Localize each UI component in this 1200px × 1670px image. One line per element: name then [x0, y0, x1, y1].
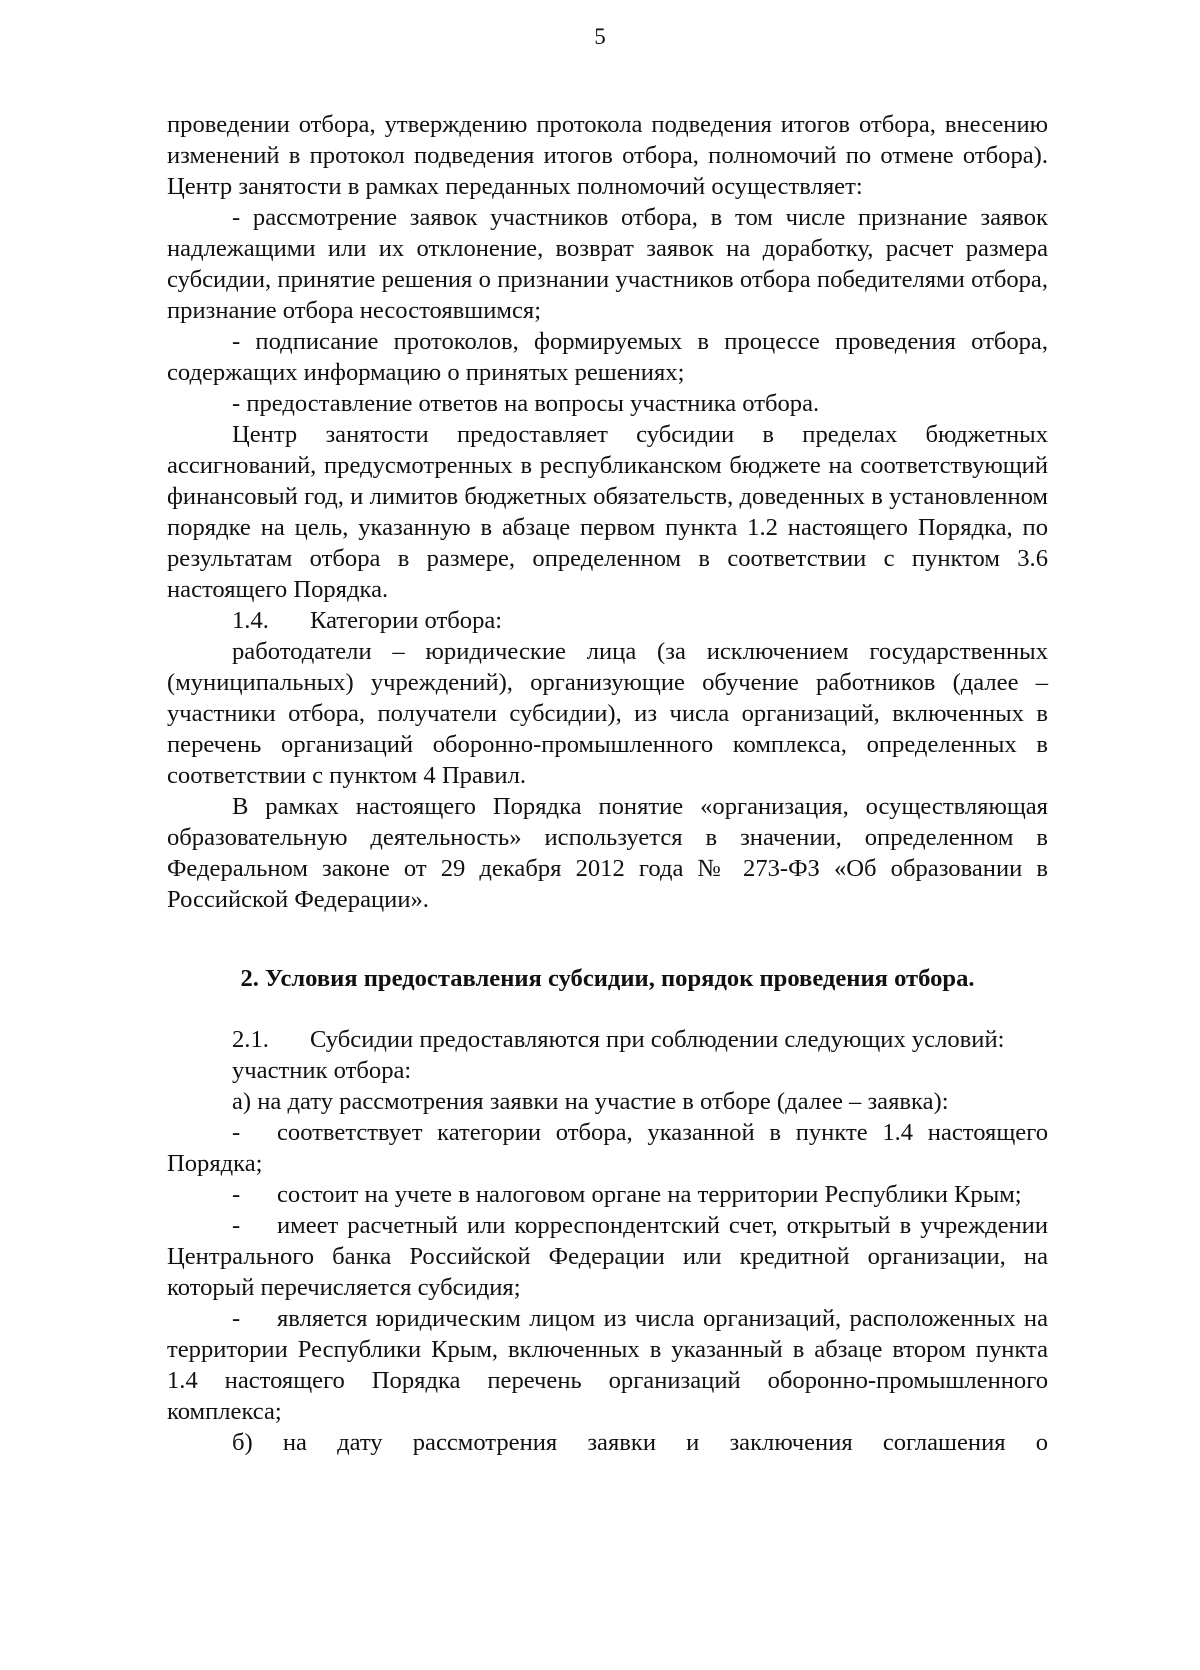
paragraph: работодатели – юридические лица (за исключением государственных (муниципальных) учреждений), организующие обучение работников (далее – участники отбора, получатели субсидии), из числа организаций, включенных в перечень организаций оборонно-промышленного комплекса, определенных в соответствии с пунктом 4 Правил. — [167, 638, 1048, 789]
dash-marker: - — [232, 1212, 241, 1239]
dash-marker: - — [232, 1119, 241, 1146]
item-b: б) на дату рассмотрения заявки и заключения соглашения о — [232, 1429, 1048, 1456]
paragraph: - рассмотрение заявок участников отбора, в том числе признание заявок надлежащими или их отклонение, возврат заявок на доработку, расчет размера субсидии, принятие решения о признании участников отбора победителями отбора, признание отбора несостоявшимся; — [167, 204, 1048, 324]
clause-number: 1.4. — [232, 607, 269, 634]
clause-number: 2.1. — [232, 1026, 269, 1053]
clause-text: Субсидии предоставляются при соблюдении следующих условий: — [310, 1026, 1005, 1053]
dash-marker: - — [232, 1181, 241, 1208]
clause-1-4 — [167, 605, 1048, 636]
dash-item-text: является юридическим лицом из числа организаций, расположенных на территории Республики Крым, включенных в указанный в абзаце втором пункта 1.4 настоящего Порядка перечень организаций оборонно-промышленного комплекса; — [167, 1305, 1048, 1425]
document-body — [167, 109, 1048, 1458]
dash-marker: - — [232, 1305, 241, 1332]
section-heading: 2. Условия предоставления субсидии, порядок проведения отбора. — [240, 965, 975, 992]
clause-2-1 — [167, 1024, 1048, 1055]
dash-item-text: имеет расчетный или корреспондентский счет, открытый в учреждении Центрального банка Российской Федерации или кредитной организации, на который перечисляется субсидия; — [167, 1212, 1048, 1301]
paragraph: - предоставление ответов на вопросы участника отбора. — [232, 390, 820, 417]
paragraph: участник отбора: — [232, 1057, 412, 1084]
paragraph: Центр занятости предоставляет субсидии в пределах бюджетных ассигнований, предусмотренных в республиканском бюджете на соответствующий финансовый год, и лимитов бюджетных обязательств, доведенных в установленном порядке на цель, указанную в абзаце первом пункта 1.2 настоящего Порядка, по результатам отбора в размере, определенном в соответствии с пунктом 3.6 настоящего Порядка. — [167, 421, 1048, 603]
paragraph: - подписание протоколов, формируемых в процессе проведения отбора, содержащих информацию о принятых решениях; — [167, 328, 1048, 386]
dash-item-text: состоит на учете в налоговом органе на территории Республики Крым; — [277, 1181, 1022, 1208]
item-a: а) на дату рассмотрения заявки на участие в отборе (далее – заявка): — [232, 1088, 949, 1115]
clause-title: Категории отбора: — [310, 607, 503, 634]
paragraph: В рамках настоящего Порядка понятие «организация, осуществляющая образовательную деятельность» используется в значении, определенном в Федеральном законе от 29 декабря 2012 года № 273-ФЗ «Об образовании в Российской Федерации». — [167, 793, 1048, 913]
dash-item — [167, 1210, 1048, 1303]
paragraph: проведении отбора, утверждению протокола подведения итогов отбора, внесению изменений в протокол подведения итогов отбора, полномочий по отмене отбора). Центр занятости в рамках переданных полномочий осуществляет: — [167, 111, 1048, 200]
dash-item — [167, 1303, 1048, 1427]
dash-item-text: соответствует категории отбора, указанной в пункте 1.4 настоящего Порядка; — [167, 1119, 1048, 1177]
dash-item — [167, 1117, 1048, 1179]
page-number: 5 — [594, 24, 606, 49]
dash-item — [167, 1179, 1048, 1210]
